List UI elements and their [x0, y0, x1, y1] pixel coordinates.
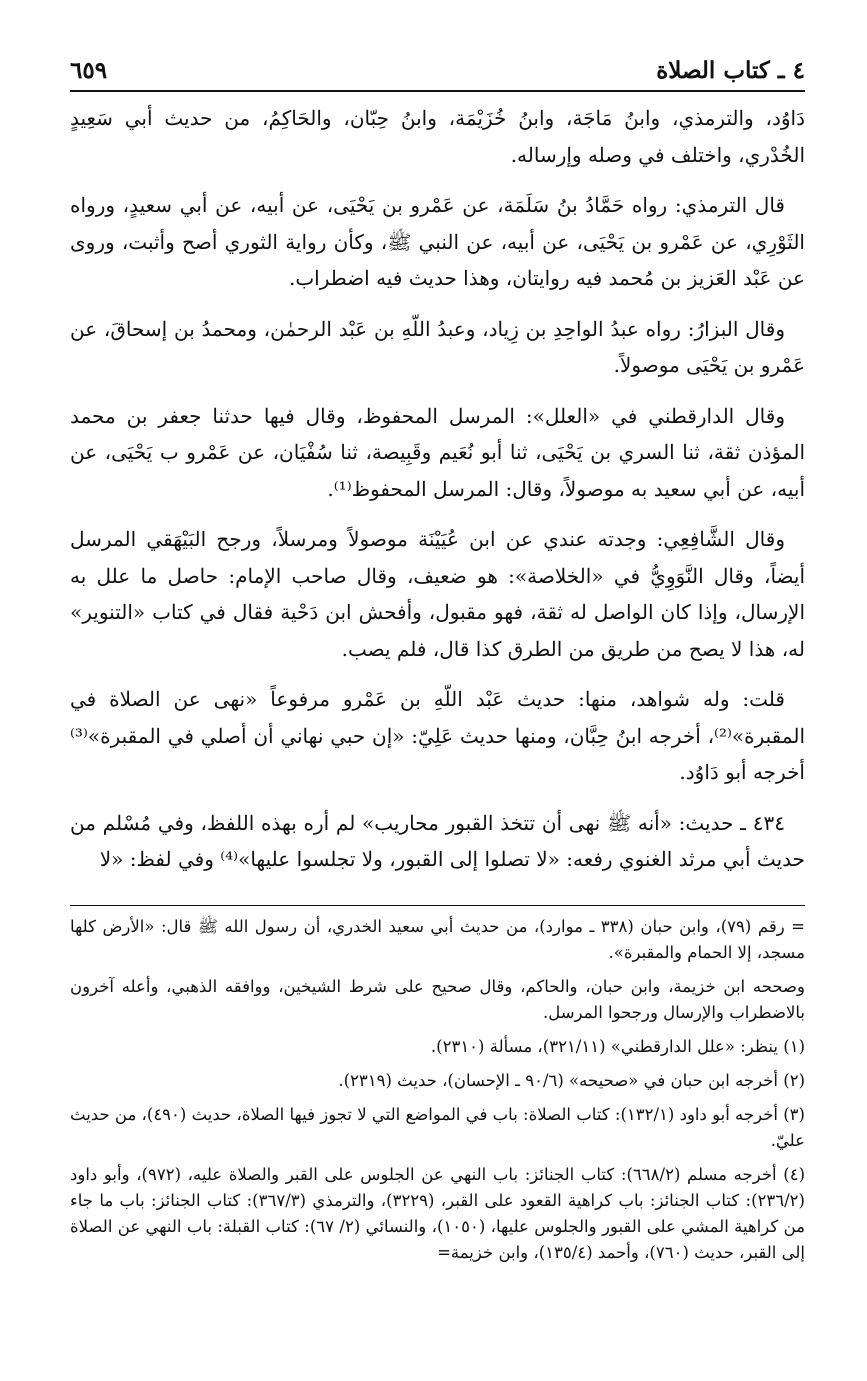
hadith-entry-434: ٤٣٤ ـ حديث: «أنه ﷺ نهى أن تتخذ القبور محاريب» لم أره بهذه اللفظ، وفي مُسْلم من حديث أبي مرثد الغنوي رفعه: «لا تصلوا إلى القبور، ولا تجلسوا عليها»⁽⁴⁾ وفي لفظ: «لا	[70, 810, 805, 871]
footnote-continuation: وصححه ابن خزيمة، وابن حبان، والحاكم، وقال صحيح على شرط الشيخين، ووافقه الذهبي، وأعله آخرون بالاضطراب والإرسال ورجحوا المرسل.	[70, 977, 805, 1022]
footnote-4: (٤) أخرجه مسلم (٦٦٨/٢): كتاب الجنائز: باب النهي عن الجلوس على القبر والصلاة عليه، (٩٧٢)، وأبو داود (٢٣٦/٢): كتاب الجنائز: باب كراهية القعود على القبر، (٣٢٢٩)، والترمذي (٣٦٧/٣): كتاب الجنائز: باب ما جاء من كراهية المشي على القبور والجلوس عليها، (١٠٥٠)، والنسائي (٢/ ٦٧): كتاب القبلة: باب النهي عن الصلاة إلى القبر، حديث (٧٦٠)، وأحمد (١٣٥/٤)، وابن خزيمة=	[70, 1165, 806, 1262]
footnote-divider	[70, 905, 805, 906]
footnote-2: (٢) أخرجه ابن حبان في «صحيحه» (٩٠/٦ ـ الإحسان)، حديث (٢٣١٩).	[338, 1071, 805, 1090]
running-title: ٤ ـ كتاب الصلاة	[656, 56, 805, 84]
footnotes	[70, 914, 805, 1274]
paragraph: وقال البزارُ: رواه عبدُ الواحِدِ بن زِياد، وعبدُ اللّهِ بن عَبْد الرحمٰن، ومحمدُ بن إسحاقَ، عن عَمْرو بن يَحْيَى موصولاً.	[70, 316, 805, 377]
paragraph: دَاوُد، والترمذي، وابنُ مَاجَة، وابنُ خُزَيْمَة، وابنُ حِبّان، والحَاكِمُ، من حديث أبي سَعِيدٍ الخُدْري، واختلف في وصله وإرساله.	[70, 106, 805, 167]
paragraph: وقال الدارقطني في «العلل»: المرسل المحفوظ، وقال فيها حدثنا جعفر بن محمد المؤذن ثقة، ثنا السري بن يَحْيَى، ثنا أبو نُعَيم وقَبِيصة، ثنا سُفْيَان، عن عَمْرو ب يَحْيَى، عن أبيه، عن أبي سعيد به موصولاً، وقال: المرسل المحفوظ⁽¹⁾.	[70, 403, 805, 501]
page-number: ٦٥٩	[70, 56, 108, 84]
footnote-3: (٣) أخرجه أبو داود (١٣٢/١): كتاب الصلاة: باب في المواضع التي لا تجوز فيها الصلاة، حديث (٤٩٠)، من حديث عليّ.	[70, 1105, 805, 1150]
footnote-1: (١) ينظر: «علل الدارقطني» (٣٢١/١١)، مسألة (٢٣١٠).	[430, 1037, 805, 1056]
footnote-continuation: = رقم (٧٩)، وابن حبان (٣٣٨ ـ موارد)، من حديث أبي سعيد الخدري، أن رسول الله ﷺ قال: «الأرض كلها مسجد، إلا الحمام والمقبرة».	[70, 917, 806, 962]
paragraph: قلت: وله شواهد، منها: حديث عَبْد اللّهِ بن عَمْرو مرفوعاً «نهى عن الصلاة في المقبرة»⁽²⁾، أخرجه ابنُ حِبَّان، ومنها حديث عَلِيّ: «إن حبي نهاني أن أصلي في المقبرة»⁽³⁾ أخرجه أبو دَاوُد.	[70, 687, 805, 784]
paragraph: وقال الشَّافِعِي: وجدته عندي عن ابن عُيَيْنَة موصولاً ومرسلاً، ورجح البَيْهَقي المرسل أيضاً، وقال النَّوَوِيُّ في «الخلاصة»: هو ضعيف، وقال صاحب الإمام: حاصل ما علل به الإرسال، وإذا كان الواصل له ثقة، فهو مقبول، وأفحش ابن دَحْية فقال في كتاب «التنوير» له، هذا لا يصح من طريق من الطرق كذا قال، فلم يصب.	[70, 527, 805, 661]
page-header	[70, 50, 805, 92]
main-text	[70, 100, 805, 892]
paragraph: قال الترمذي: رواه حَمَّادُ بنُ سَلَمَة، عن عَمْرو بن يَحْيَى، عن أبيه، عن أبي سعيدٍ، ورواه الثَوْرِي، عن عَمْرو بن يَحْيَى، عن أبيه، عن النبي ﷺ، وكأن رواية الثوري أصح وأثبت، وروى عن عَبْد العَزيز بن مُحمد فيه روايتان، وهذا حديث فيه اضطراب.	[70, 193, 805, 290]
